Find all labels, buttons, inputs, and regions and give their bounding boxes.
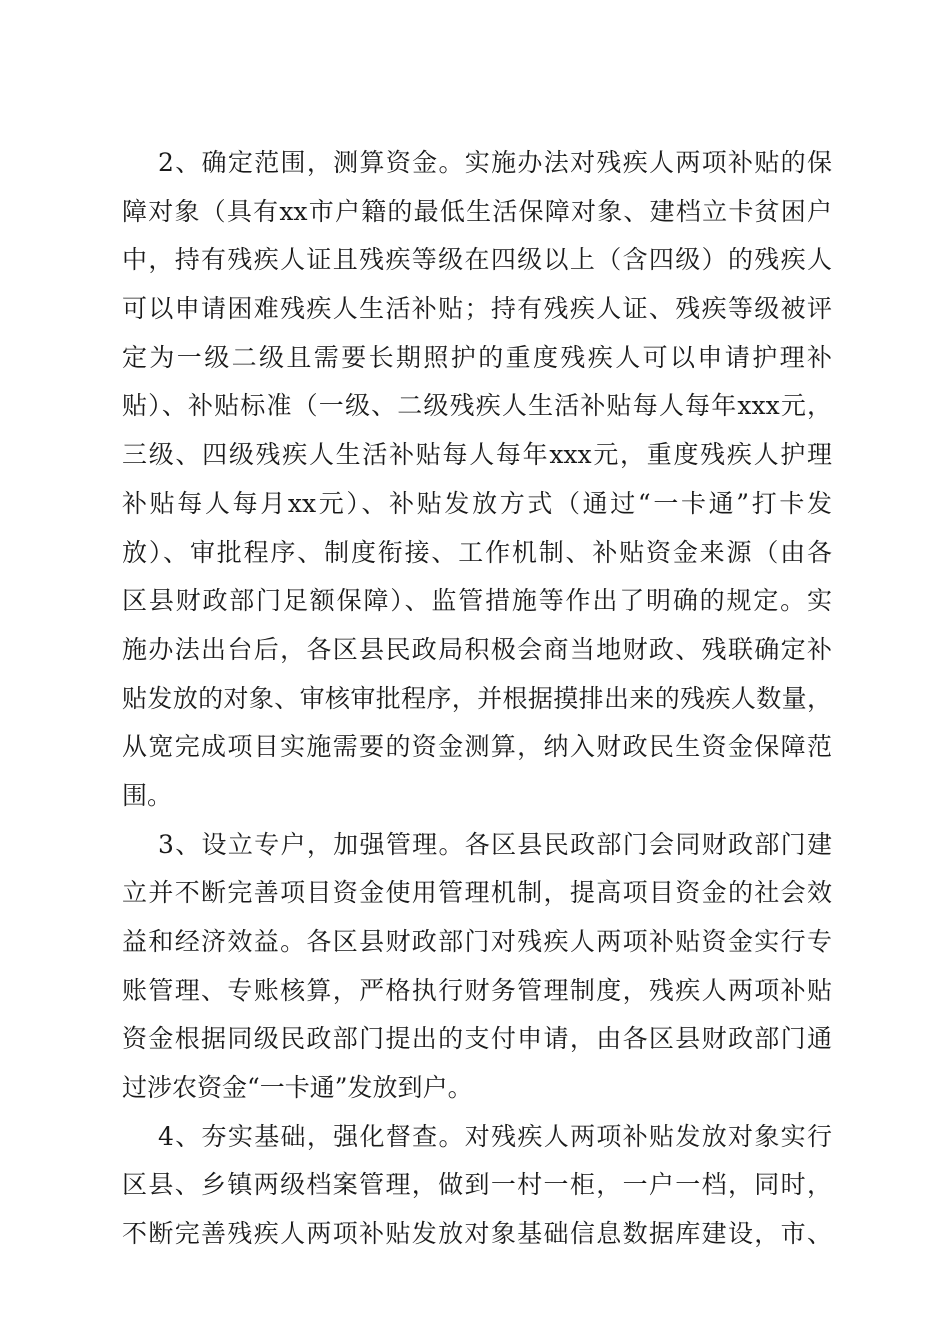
paragraph-2-line-13: 从宽完成项目实施需要的资金测算，纳入财政民生资金保障范 — [122, 732, 832, 762]
paragraph-2-line-3: 中，持有残疾人证且残疾等级在四级以上（含四级）的残疾人 — [122, 245, 832, 275]
paragraph-4-line-2: 区县、乡镇两级档案管理，做到一村一柜，一户一档，同时， — [122, 1170, 832, 1200]
paragraph-2-line-14: 围。 — [122, 780, 173, 810]
paragraph-2-line-6: 贴）、补贴标准（一级、二级残疾人生活补贴每人每年xxx元， — [122, 391, 832, 421]
paragraph-2-line-4: 可以申请困难残疾人生活补贴；持有残疾人证、残疾等级被评 — [122, 294, 832, 324]
paragraph-2-line-11: 施办法出台后，各区县民政局积极会商当地财政、残联确定补 — [122, 634, 832, 664]
paragraph-2-line-7: 三级、四级残疾人生活补贴每人每年xxx元，重度残疾人护理 — [122, 440, 832, 470]
paragraph-2-line-5: 定为一级二级且需要长期照护的重度残疾人可以申请护理补 — [122, 342, 832, 372]
paragraph-3-line-5: 资金根据同级民政部门提出的支付申请，由各区县财政部门通 — [122, 1024, 832, 1054]
paragraph-3-line-2: 立并不断完善项目资金使用管理机制，提高项目资金的社会效 — [122, 878, 832, 908]
document-body — [122, 139, 832, 1259]
paragraph-4-line-3: 不断完善残疾人两项补贴发放对象基础信息数据库建设，市、 — [122, 1219, 832, 1249]
paragraph-3-line-1: 3、设立专户，加强管理。各区县民政部门会同财政部门建 — [158, 829, 832, 859]
paragraph-3-line-4: 账管理、专账核算，严格执行财务管理制度，残疾人两项补贴 — [122, 975, 832, 1005]
paragraph-2-line-8: 补贴每人每月xx元）、补贴发放方式（通过“一卡通”打卡发 — [122, 488, 832, 518]
paragraph-2-line-10: 区县财政部门足额保障）、监管措施等作出了明确的规定。实 — [122, 586, 832, 616]
paragraph-2-line-2: 障对象（具有xx市户籍的最低生活保障对象、建档立卡贫困户 — [122, 196, 832, 226]
paragraph-3-line-6: 过涉农资金“一卡通”发放到户。 — [122, 1073, 473, 1103]
paragraph-2-line-9: 放）、审批程序、制度衔接、工作机制、补贴资金来源（由各 — [122, 537, 832, 567]
paragraph-4-line-1: 4、夯实基础，强化督查。对残疾人两项补贴发放对象实行 — [158, 1121, 832, 1151]
paragraph-2-line-12: 贴发放的对象、审核审批程序，并根据摸排出来的残疾人数量， — [122, 683, 832, 713]
paragraph-2-line-1: 2、确定范围，测算资金。实施办法对残疾人两项补贴的保 — [158, 148, 832, 177]
paragraph-3-line-3: 益和经济效益。各区县财政部门对残疾人两项补贴资金实行专 — [122, 927, 832, 956]
